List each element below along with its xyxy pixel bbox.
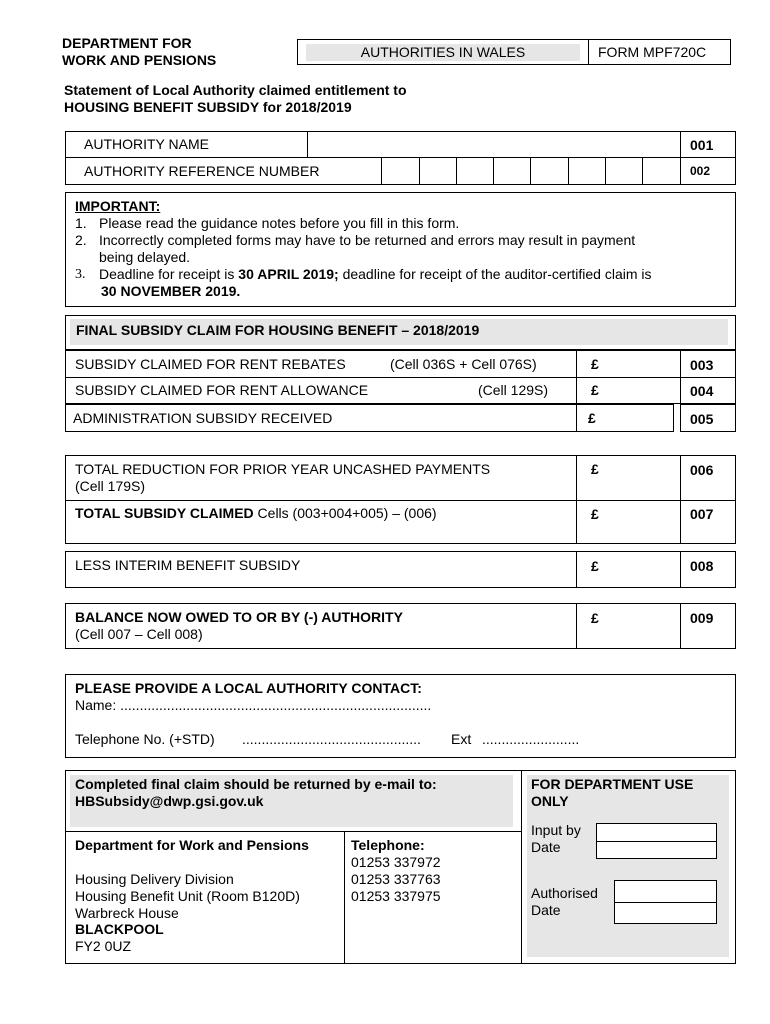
department-use-heading-line1: FOR DEPARTMENT USE [531, 776, 694, 792]
code-009: 009 [690, 610, 714, 626]
input-date-field[interactable] [596, 841, 717, 859]
currency-004: £ [591, 382, 599, 398]
currency-007: £ [591, 506, 599, 522]
note-number-3: 3. [75, 267, 86, 282]
authority-name-label: AUTHORITY NAME [84, 136, 209, 152]
interim-label: LESS INTERIM BENEFIT SUBSIDY [75, 557, 301, 573]
currency-003: £ [591, 356, 599, 372]
code-003: 003 [690, 357, 714, 373]
balance-label: BALANCE NOW OWED TO OR BY (-) AUTHORITY [75, 609, 403, 625]
code-001: 001 [690, 137, 714, 153]
code-002: 002 [690, 164, 711, 178]
code-005: 005 [690, 411, 714, 427]
rent-allowance-amount-field[interactable] [604, 378, 679, 403]
contact-name-field[interactable]: Name: ................................................................................ [75, 697, 432, 713]
department-name-line1: DEPARTMENT FOR [62, 35, 192, 51]
rent-rebates-cells: (Cell 036S + Cell 076S) [390, 356, 537, 372]
total-subsidy-label: TOTAL SUBSIDY CLAIMED Cells (003+004+005) – (006) [75, 505, 437, 521]
authorised-label: Authorised [531, 885, 598, 901]
authorised-date-field[interactable] [614, 902, 717, 924]
note-number-2: 2. [75, 232, 87, 248]
contact-telephone-label: Telephone No. (+STD) [75, 731, 215, 747]
code-004: 004 [690, 383, 714, 399]
address-line3: Warbreck House [75, 905, 179, 921]
input-by-label: Input by [531, 822, 581, 838]
total-subsidy-amount-field[interactable] [604, 501, 679, 543]
department-name-line2: WORK AND PENSIONS [62, 52, 217, 68]
note-1: Please read the guidance notes before you fill in this form. [99, 215, 460, 231]
rent-allowance-label: SUBSIDY CLAIMED FOR RENT ALLOWANCE [75, 382, 369, 398]
currency-009: £ [591, 610, 599, 626]
rent-rebates-amount-field[interactable] [604, 351, 679, 377]
authority-ref-label: AUTHORITY REFERENCE NUMBER [84, 163, 320, 179]
reduction-label-line2: (Cell 179S) [75, 478, 146, 494]
telephone-title: Telephone: [351, 837, 425, 853]
authorised-field[interactable] [614, 880, 717, 903]
address-line1: Housing Delivery Division [75, 871, 234, 887]
authorities-label: AUTHORITIES IN WALES [360, 44, 526, 60]
code-007: 007 [690, 506, 714, 522]
rent-allowance-cells: (Cell 129S) [478, 382, 549, 398]
code-008: 008 [690, 558, 714, 574]
telephone-1: 01253 337972 [351, 854, 441, 870]
authority-ref-digit-boxes[interactable] [382, 158, 680, 184]
form-title-line2: HOUSING BENEFIT SUBSIDY for 2018/2019 [64, 99, 352, 115]
contact-heading: PLEASE PROVIDE A LOCAL AUTHORITY CONTACT: [75, 680, 422, 696]
reduction-label-line1: TOTAL REDUCTION FOR PRIOR YEAR UNCASHED PAYMENTS [75, 461, 491, 477]
address-line4: BLACKPOOL [75, 921, 164, 937]
balance-sub: (Cell 007 – Cell 008) [75, 626, 203, 642]
reduction-amount-field[interactable] [604, 456, 679, 500]
balance-amount-field[interactable] [604, 604, 679, 648]
form-code: FORM MPF720C [598, 44, 707, 60]
admin-subsidy-amount-field[interactable] [602, 405, 673, 431]
telephone-2: 01253 337763 [351, 871, 441, 887]
important-heading: IMPORTANT: [75, 198, 161, 214]
currency-006: £ [591, 461, 599, 477]
authorised-date-label: Date [531, 902, 561, 918]
address-title: Department for Work and Pensions [75, 837, 309, 853]
authority-name-field[interactable] [308, 132, 680, 157]
contact-ext-label: Ext [451, 731, 472, 747]
interim-amount-field[interactable] [604, 552, 679, 587]
contact-telephone-field[interactable]: .............................................. [242, 731, 421, 747]
form-title-line1: Statement of Local Authority claimed entitlement to [64, 82, 407, 98]
contact-ext-field[interactable]: ......................... [482, 731, 580, 747]
note-2-line2: being delayed. [99, 249, 191, 265]
note-3-line2: 30 NOVEMBER 2019. [101, 283, 241, 299]
note-number-1: 1. [75, 215, 87, 231]
final-claim-heading: FINAL SUBSIDY CLAIM FOR HOUSING BENEFIT – 2018/2019 [76, 322, 480, 338]
admin-subsidy-label: ADMINISTRATION SUBSIDY RECEIVED [73, 410, 333, 426]
department-use-heading-line2: ONLY [531, 793, 569, 809]
code-006: 006 [690, 462, 714, 478]
currency-008: £ [591, 558, 599, 574]
note-3-line1: Deadline for receipt is 30 APRIL 2019; deadline for receipt of the auditor-certified claim is [99, 266, 652, 282]
telephone-3: 01253 337975 [351, 888, 441, 904]
currency-005: £ [588, 410, 596, 426]
rent-rebates-label: SUBSIDY CLAIMED FOR RENT REBATES [75, 356, 346, 372]
return-instruction: Completed final claim should be returned by e-mail to: [75, 776, 437, 792]
input-by-field[interactable] [596, 823, 717, 842]
return-email[interactable]: HBSubsidy@dwp.gsi.gov.uk [75, 793, 264, 809]
address-line5: FY2 0UZ [75, 938, 132, 954]
note-2-line1: Incorrectly completed forms may have to be returned and errors may result in payment [99, 232, 636, 248]
address-line2: Housing Benefit Unit (Room B120D) [75, 888, 300, 904]
input-date-label: Date [531, 839, 561, 855]
